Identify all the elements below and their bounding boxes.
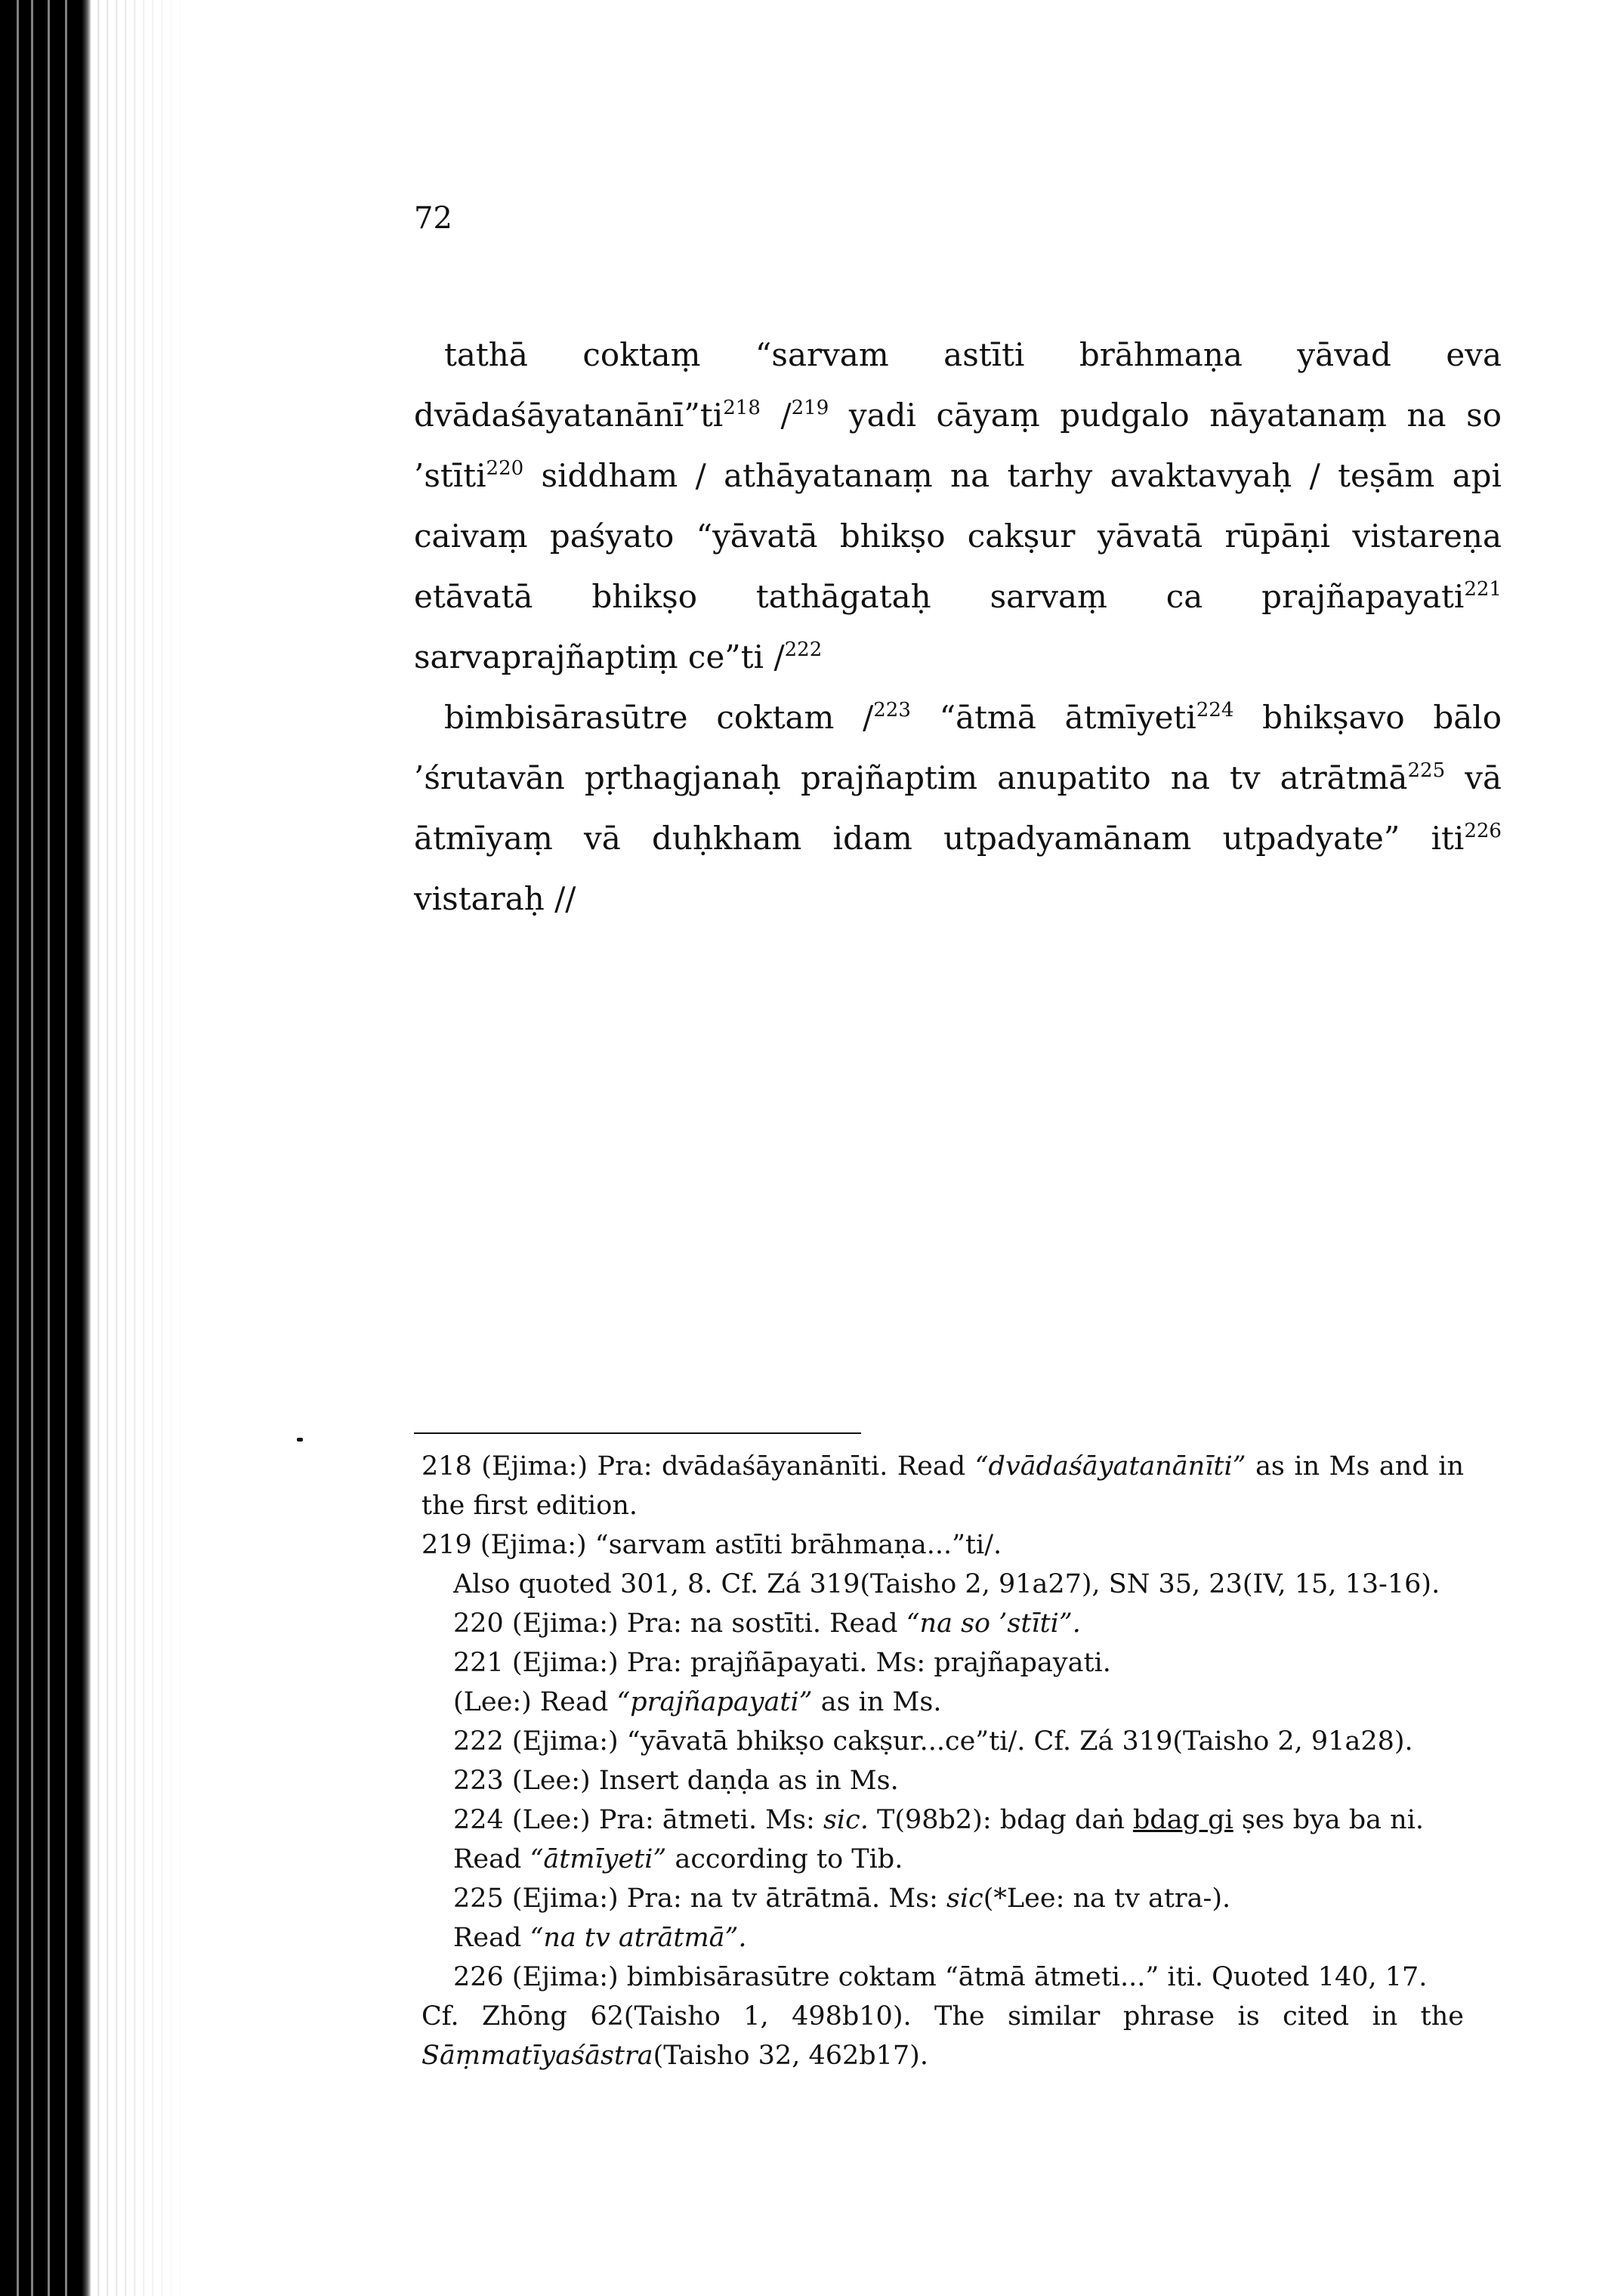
scan-stripe (65, 0, 67, 2296)
text-run: 225 (Ejima:) Pra: na tv ātrātmā. Ms: (453, 1883, 946, 1914)
text-run: 221 (Ejima:) Pra: prajñāpayati. Ms: prajñapayati. (453, 1648, 1111, 1678)
footnote-line (421, 1525, 1464, 1565)
text-run: / (760, 397, 792, 434)
text-run: “ātmā ātmīyeti (910, 699, 1196, 736)
text-run: bimbisārasūtre coktam / (444, 699, 874, 736)
text-run: vā ātmīyaṃ vā duḥkham idam utpadyamānam utpadyate” iti (414, 759, 1502, 857)
footnote-separator (414, 1432, 861, 1434)
scan-fringe (91, 0, 189, 2296)
page-number: 72 (414, 201, 452, 236)
text-run: sarvaprajñaptiṃ ce”ti / (414, 638, 785, 675)
paragraph-1 (414, 325, 1502, 688)
footnote-ref: 224 (1196, 698, 1234, 722)
footnote-ref: 223 (873, 698, 911, 722)
text-run: 218 (Ejima:) Pra: dvādaśāyanānīti. Read (421, 1451, 975, 1482)
footnote-line (453, 1879, 1464, 1918)
italic-text: “prajñapayati” (616, 1687, 813, 1717)
footnote-line (453, 1840, 1464, 1879)
text-run: 226 (Ejima:) bimbisārasūtre coktam “ātmā ātmeti...” iti. Quoted 140, 17. (453, 1962, 1428, 1992)
scan-stripe (17, 0, 19, 2296)
text-run: Cf. Zhōng 62(Taisho 1, 498b10). The similar phrase is cited in the (421, 2001, 1464, 2032)
footnote-ref: 226 (1464, 819, 1502, 842)
text-run: Read (453, 1844, 530, 1874)
scan-stripe (31, 0, 33, 2296)
text-run: tathā coktaṃ “sarvam astīti brāhmaṇa yāvad eva dvādaśāyatanānī”ti (414, 336, 1502, 434)
footnote-line (453, 1604, 1464, 1643)
text-run: vistaraḥ // (414, 880, 576, 917)
main-text (414, 325, 1502, 929)
footnote-line (421, 1997, 1464, 2075)
footnote-line (453, 1565, 1464, 1604)
text-run: yadi cāyaṃ pudgalo nāyatanaṃ na so ’stīti (414, 397, 1502, 494)
text-run: 220 (Ejima:) Pra: na sostīti. Read (453, 1608, 906, 1639)
text-run: 224 (Lee:) Pra: ātmeti. Ms: (453, 1805, 823, 1835)
footnote-ref: 220 (486, 456, 524, 480)
footnote-line (453, 1918, 1464, 1958)
footnote-ref: 222 (784, 638, 823, 661)
text-run: (Lee:) Read (453, 1687, 617, 1717)
italic-text: “ātmīyeti” (529, 1844, 667, 1874)
text-run: Read (453, 1923, 530, 1953)
footnote-line (453, 1800, 1464, 1840)
paragraph-2 (414, 688, 1502, 929)
footnote-line (453, 1761, 1464, 1800)
footnotes (421, 1447, 1464, 2075)
footnote-ref: 225 (1407, 759, 1446, 782)
text-run: ṣes bya ba ni. (1233, 1805, 1425, 1835)
text-run: T(98b2): bdag daṅ (868, 1805, 1133, 1835)
text-run: (*Lee: na tv atra-). (983, 1883, 1231, 1914)
italic-text: sic. (823, 1805, 869, 1835)
footnote-line (453, 1643, 1464, 1683)
underlined-text: bdag gi (1132, 1805, 1233, 1835)
italic-text: “dvādaśāyatanānīti” (974, 1451, 1246, 1482)
footnote-line (421, 1447, 1464, 1525)
italic-text: sic (946, 1883, 983, 1914)
text-run: (Taisho 32, 462b17). (653, 2041, 928, 2071)
footnote-line (453, 1722, 1464, 1761)
text-run: as in Ms and in the first edition. (421, 1451, 1464, 1521)
scan-binding-edge (0, 0, 91, 2296)
footnote-ref: 221 (1464, 577, 1502, 601)
text-run: bhikṣavo bālo ’śrutavān pṛthagjanaḥ prajñaptim anupatito na tv atrātmā (414, 699, 1502, 796)
footnote-line (453, 1958, 1464, 1997)
italic-text: Sāṃmatīyaśāstra (421, 2041, 653, 2071)
italic-text: “na tv atrātmā”. (529, 1923, 747, 1953)
text-run: siddham / athāyatanaṃ na tarhy avaktavyaḥ / teṣām api caivaṃ paśyato “yāvatā bhikṣo cakṣur yāvatā rūpāṇi vistareṇa etāvatā bhikṣo tathāgataḥ sarvaṃ ca prajñapayati (414, 457, 1502, 615)
footnote-line (453, 1683, 1464, 1722)
scan-speck (297, 1438, 303, 1442)
scan-stripe (48, 0, 50, 2296)
footnote-ref: 218 (723, 396, 761, 419)
text-run: Also quoted 301, 8. Cf. Zá 319(Taisho 2, 91a27), SN 35, 23(IV, 15, 13-16). (453, 1569, 1440, 1599)
text-run: 223 (Lee:) Insert daṇḍa as in Ms. (453, 1766, 899, 1796)
footnote-ref: 219 (791, 396, 829, 419)
italic-text: “na so ’stīti”. (906, 1608, 1081, 1639)
text-run: according to Tib. (666, 1844, 903, 1874)
text-run: 219 (Ejima:) “sarvam astīti brāhmaṇa...”ti/. (421, 1530, 1002, 1560)
text-run: as in Ms. (812, 1687, 942, 1717)
text-run: 222 (Ejima:) “yāvatā bhikṣo cakṣur...ce”ti/. Cf. Zá 319(Taisho 2, 91a28). (453, 1726, 1413, 1757)
